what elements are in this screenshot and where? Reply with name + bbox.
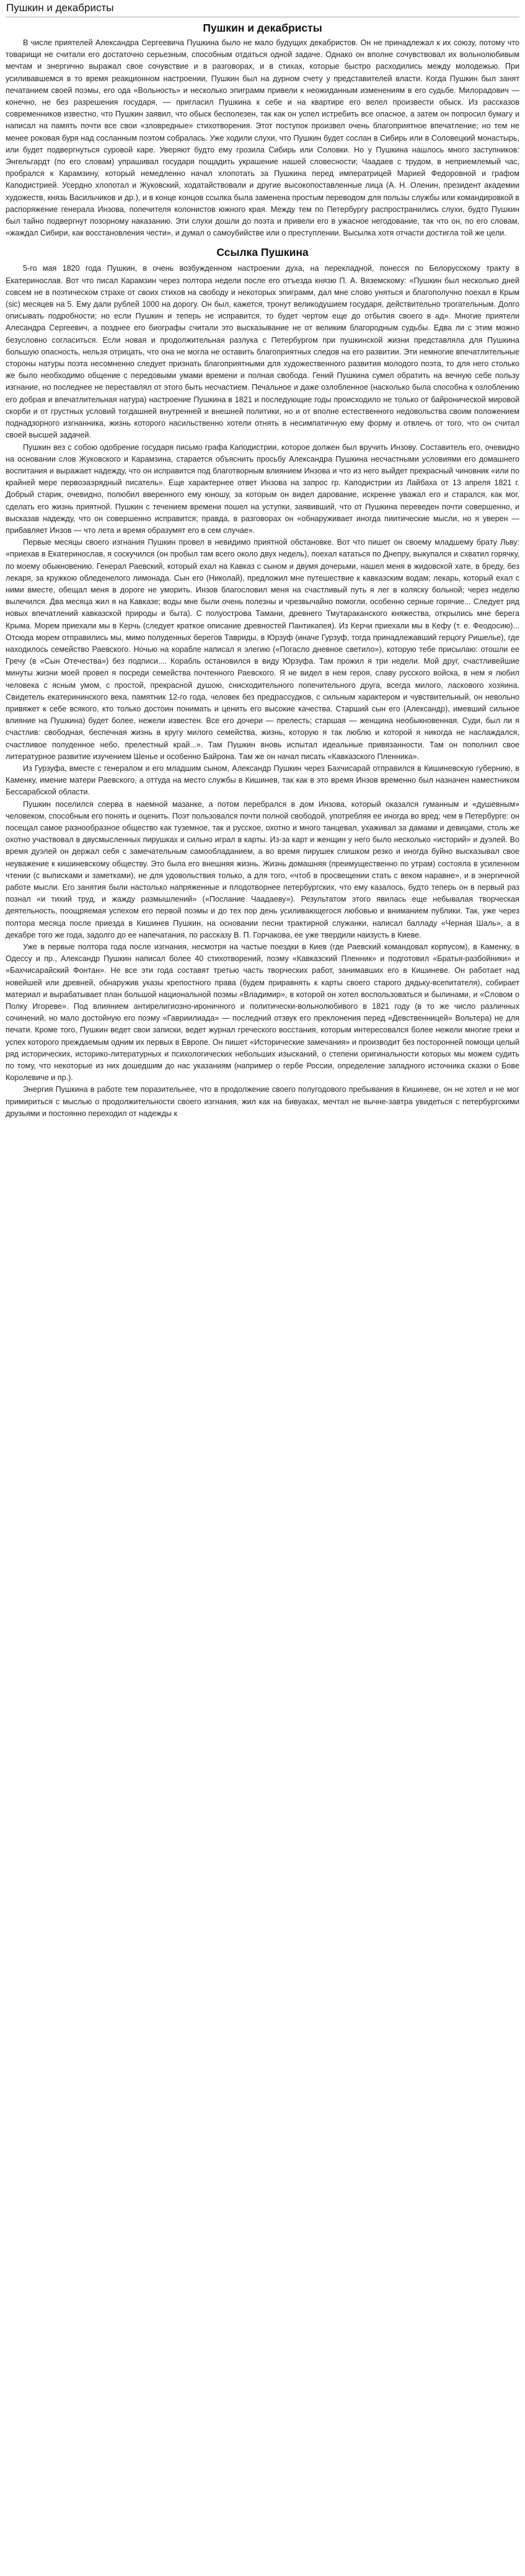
paragraph: Пушкин поселился сперва в наемной мазанке, а потом перебрался в дом Инзова, который оказался гуманным и «душевным» человеком, способным его понять и оценить. Поэт пользовался почти полной свободой, употребляя ее иногда во вред; чем в Петербурге: он посещал самое разнообразное общество как туземное, так и русское, охотно и много танцевал, ухаживал за дамами и девицами, столь же охотно участвовал в двусмысленных пирушках и сильно играл в карты. Из-за карт и женщин у него было несколько «историй» и дуэлей. Во время дуэлей он держал себя с замечательным самообладанием, а во время пирушек слишком резко и иногда буйно высказывал свое неуважение к кишиневскому обществу. Это была его внешняя жизнь. Жизнь домашняя (преимущественно по утрам) состояла в усиленном чтении (с выписками и заметками), не для удовольствия только, а для того, «чтоб в просвещении стать с веком наравне», и в энергичной работе мысли. Его занятия были настолько напряженные и плодотворнее петербургских, что ему казалось, будто теперь он в первый раз познал «и тихий труд, и жажду размышлений» («Послание Чаадаеву»). Результатом этого явилась еще небывалая творческая деятельность, поощряемая успехом его первой поэмы и до тех пор день усиливающегося любовью и вниманием публики. Так, уже через полтора месяца после приезда в Кишинев Пушкин, на основании песни трактирной служанки, написал балладу «Черная Шаль», а в декабре того же года, задолго до ее напечатания, по рассказу В. П. Горчакова, ее уже твердили наизусть в Киеве. (6, 799, 519, 939)
paragraph: Энергия Пушкина в работе тем поразительнее, что в продолжение своего полугодового пребывания в Кишиневе, он не хотел и не мог примириться с мыслью о продолжительности своего изгнания, жил как на бивуаках, мечтал не вычне-завтра увидеться с петербургскими друзьями и постоянно переходил от надежды к (6, 1085, 519, 1118)
section-heading: Пушкин и декабристы (203, 22, 322, 34)
section-decembrists (6, 21, 519, 239)
paragraph: Уже в первые полтора года после изгнания, несмотря на частые поездки в Киев (где Раевский командовал корпусом), в Каменку, в Одессу и пр., Александр Пушкин написал более 40 стихотворений, поэму «Кавказский Пленник» и подготовил «Братья-разбойники» и «Бахчисарайский Фонтан». Не все эти года составят третью часть творческих работ, занимавших его в Кишиневе. Он работает над новейшей или древней, обнаружив указы крепостного права (будем приравнять к карты своего старого дядьку-всепитателя), собирает материал и вырабатывает план большой национальной поэмы «Владимир», в которой он хотел воспользоваться и былинами, и «Словом о Полку Игореве». Под влиянием антирелигиозно-ироничного и политически-вольнолюбивого в 1821 году (в то же число различных сочинений, но мало достойную его поэму «Гавриилиада» — последний отзвук его преклонения перед «Девственницей» Вольтера) не для печати. Кроме того, Пушкин ведет свои записки, ведет журнал греческого восстания, которым интересовался более нежели многие греки и успех которого преждаемым одним их первых в Европе. Он пишет «Исторические замечания» и производит без посторонней помощи целый ряд исторических, историко-литературных и психологических небольших изысканий, о степени оригинальности которых мы можем судить по тому, что некоторые из них дошедшим до нас указаниям (например о гербе России, определение западного источника сказки о Бове Королевиче и пр.). (6, 943, 519, 1083)
page (0, 0, 525, 1126)
paragraph: 5-го мая 1820 года Пушкин, в очень возбужденном настроении духа, на перекладной, понесся по Белорусскому тракту в Екатеринослав. Вот что писал Карамзин через полтора недели после его отъезда князю П. А. Вяземскому: «Пушкин был несколько дней совсем не в поэтическом страхе от своих стихов на свободу и некоторых эпиграмм, дал мне слово уняться и благополучно поехал в Крым (sic) месяцев на 5. Ему дали рублей 1000 на дорогу. Он был, кажется, тронут великодушием государя, действительно трогательным. Долго описывать подробности; но если Пушкин и теперь не исправится, то будет чертом еще до отбытия своего в ад». Многие приятели Алесандра Сергеевич, а позднее его биографы считали это высказывание не от великим благородным судьбы. Едва ли с этим можно безусловно согласиться. Если новая и продолжительная разлука с Петербургом при пушкинской жизни представляла для Пушкина большую опасность, нельзя отрицать, что она не могла не оставить благоприятных следов на его развитии. Эти немногие впечатлительные стороны натуры поэта несомненно следует признать благоприятными для художественного развития молодого поэта, то для него столько же было необходимо общение с передовыми умами времени и полная свобода. Гений Пушкина сумел обратить на вечную себе пользу изгнание, но последнее не переставлял от этого быть несчастием. Печальное и даже озлобленное (насколько была способна к озлоблению его добрая и впечатлительная натура) настроение Пушкина в 1821 и последующие годы происходило не только от байронической мировой скорби и от грустных условий тогдашней внутренней и внешней политики, но и от вполне естественного недовольства своим положением поднадзорного изгнанника, жизнь которого насильственно хотели отнять в несимпатичную ему форму и отвлечь от того, что он считал своей высшей задачей. (6, 264, 519, 440)
section-heading: Ссылка Пушкина (216, 246, 309, 259)
page-title: Пушкин и декабристы (6, 0, 519, 17)
paragraph: Первые месяцы своего изгнания Пушкин провел в невидимо приятной обстановке. Вот что пишет он своему младшему брату Льву: «приехав в Екатеринослав, я соскучился (он пробыл там всего около двух недель), поехал кататься по Днепру, выкупался и схватил горячку, по моему обыкновению. Генерал Раевский, который ехал на Кавказ с сыном и двумя дочерьми, нашел меня в жидовской хате, в бреду, без лекаря, за кружкою обледенелого лимонада. Сын его (Николай), предложил мне путешествие к кавказским водам; лекарь, который ехал с ними вместе, обещал меня в дороге не уморить. Инзов благословил меня на счастливый путь я лег в коляску больной; через неделю вылечился. Два месяца жил я на Кавказе; воды мне были очень полезны и чрезвычайно помогли, особенно серные горячие... Следует ряд новых впечатлений кавказской природы и быта). С полуострова Тамани, древнего Тмутараканского княжества, открылись мне берега Крыма. Морем приехали мы в Керчь (следует краткое описание древностей Пантикапея). Из Керчи приехали мы в Кефу (т. е. Феодосию)... Отсюда морем отправились мы, мимо полуденных берегов Тавриды, в Юрзуф (иначе Гурзуф, тогда принадлежавший герцогу Ришелье), где находилось семейство Раевского. Ночью на корабле написал я элегию («Погасло дневное светило»), которую тебе присылаю: отошли ее Гречу (в «Сын Отечества») без подписи.... Корабль остановился в виду Юрзуфа. Там прожил я три недели. Мой друг, счастливейшие минуты жизни моей провел я посреди семейства почтенного Раевского. Я не видел в нем героя, славу русского войска, в нем я любил человека с ясным умом, с простой, прекрасной душою, снисходительного попечительного друга, всегда милого, ласкового хозяина. Свидетель екатерининского века, памятник 12-го года, человек без предрассудков, с сильным характером и чувствительный, он невольно привяжет к себе всякого, кто только достоин понимать и ценить его высокие качества. Старший сын его (Александр), имевший сильное влияние на Пушкина) будет более, нежели известен. Все его дочери — прелесть; старшая — женщина необыкновенная. Суди, был ли я счастлив: свободная, беспечная жизнь в кругу милого семейства, жизнь, которую я так люблю и которой я никогда не наслаждался, счастливое полуденное небо, прелестный край...». Там Пушкин вновь испытал идеальные привязанности. Там он пополнил свое литературное развитие изучением Шенье и особенно Байрона. Там же он начал писать «Кавказского Пленника». (6, 538, 519, 761)
paragraph: В числе приятелей Александра Сергеевича Пушкина было не мало будущих декабристов. Он не принадлежал к их союзу, потому что товарищи не считали его достаточно серьезным, способным отдаться одной задаче. Однако он вполне сочувствовал их вольнолюбивым мечтам и энергично выражал свое сочувствие и в разговорах, и в стихах, которые быстро расходились между молодежью. При усиливавшемся в то время реакционном настроении, Пушкин был на дурном счету у представителей власти. Когда Пушкин был занят печатанием своей поэмы, его ода «Вольность» и несколько эпиграмм привели к неожиданным изменениям в его судьбе. Милорадович — конечно, не без разрешения государя, — пригласил Пушкина к себе и на квартире его велел произвести обыск. Из рассказов современников известно, что Пушкин заявил, что обыск бесполезен, так как он успел истребить все опасное, а затем он попросил бумагу и написал на память почти все свои «зловредные» стихотворения. Этот поступок произвел очень благоприятное впечатление; но тем не менее роковая буря над сосланным поэтом собралась. Уже ходили слухи, что Пушкин будет сослан в Сибирь или в Соловецкий монастырь, или будет подвергнуться суровой каре. Уверяют будто ему грозила Сибирь или Соловки. Но у Пушкина нашлось много заступников: Энгельгардт (по его словам) упрашивал государя пощадить украшение нашей словесности; Чаадаев с трудом, в неприемлемый час, пробрался к Карамзину, который немедленно начал хлопотать за Пушкина перед императрицей Марией Федоровной и графом Каподистрией. Усердно хлопотал и Жуковский, ходатайствовали и другие высокопоставленные лица (А. Н. Оленин, президент академии художеств, князь Васильчиков и др.), и в конце концов ссылка была заменена простым переводом для пользы службы или командировкой в распоряжение генерала Инзова, попечителя колонистов южного края. Между тем по Петербургу распространились слухи, будто Пушкин был тайно подвергнут позорному наказанию. Эти слухи дошли до поэта и привели его в ужасное негодование, так что он, по его словам, «жаждал Сибири, как восстановления чести», и думал о самоубийстве или о преступлении. Высылка хотя отчасти достигла той же цели. (6, 38, 519, 238)
section-exile (6, 245, 519, 1120)
paragraph: Из Гурзуфа, вместе с генералом и его младшим сыном, Александр Пушкин через Бахчисарай отправился в Кишиневскую губернию, в Каменку, имение матери Раевского, а оттуда на место службы в Кишинев, так как в это время Инзов временно был назначен наместником Бессарабской области. (6, 763, 519, 797)
paragraph: Пушкин вез с собою одобрение государя письмо графа Каподистрии, которое должен был вручить Инзову. Составитель его, очевидно на основании слов Жуковского и Карамзина, старается объяснить просьбу Александра Пушкина несчастными условиями его домашнего воспитания и выражает надежду, что он исправится под благотворным влиянием Инзова и что из него выйдет прекрасный чиновник «или по крайней мере первоэаэрядный писатель». Еще характернее ответ Инзова на запрос гр. Каподистрии из Лайбаха от 13 апреля 1821 г. Добрый старик, очевидно, полюбил вверенного ему юношу, за которым он видел дарование, искренне уважал его и старался, как мог, сделать его жизнь приятной. Пушкин с течением времени пошел на уступки, заявивший, что от Пушкина переведен почти совершенно, и высказав надежду, что он совершенно исправится; правда, в разговорах он «обнаруживает иногда пиитические мысли, но я уверен — прибавляет Инзов — что лета и время образумят его в сем случае». (6, 442, 519, 535)
